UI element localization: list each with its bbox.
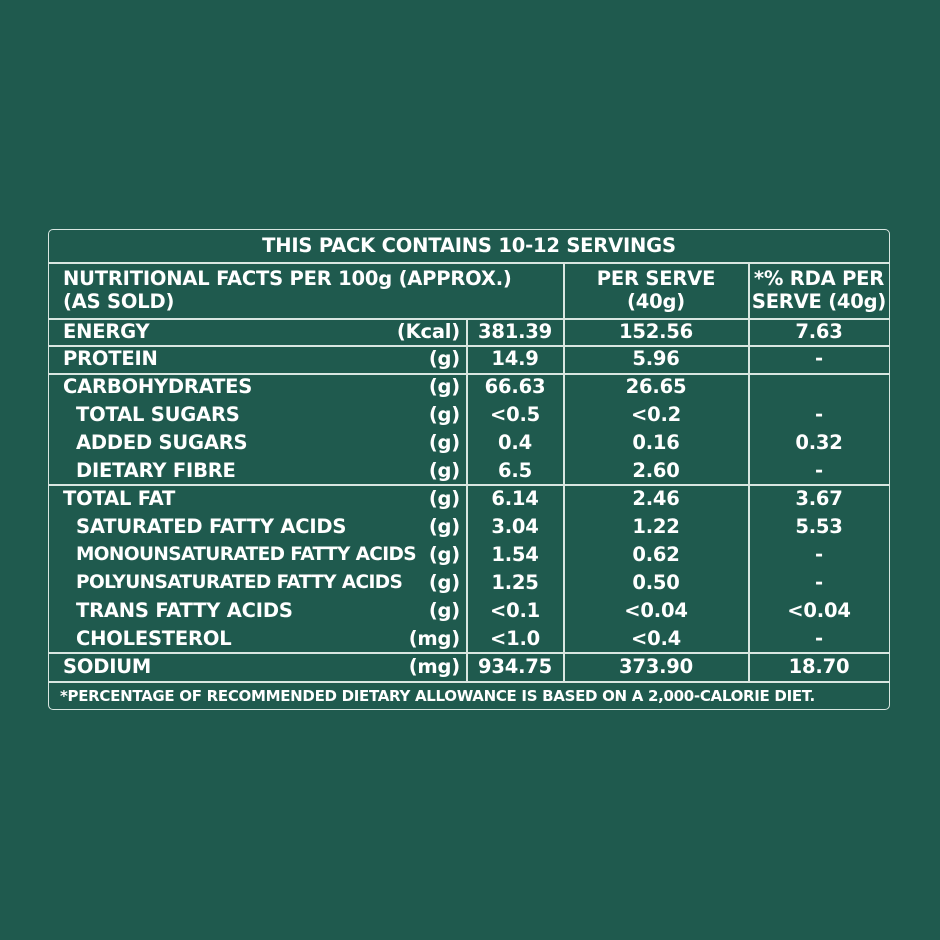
rule-under-cholesterol	[49, 652, 889, 654]
value-per-serve: 152.56	[618, 320, 694, 343]
header-rda-serve: SERVE (40g)	[751, 290, 887, 313]
value-per-100g: <0.5	[489, 403, 541, 426]
nutrient-unit: (g)	[428, 459, 460, 482]
value-rda: -	[815, 459, 823, 482]
nutrient-label: SODIUM	[63, 655, 152, 678]
nutrient-label: TOTAL SUGARS	[76, 403, 240, 426]
value-rda: -	[815, 543, 823, 566]
nutrient-unit: (g)	[428, 515, 460, 538]
value-per-serve: 2.60	[632, 459, 680, 482]
nutrient-unit: (g)	[428, 431, 460, 454]
header-per-serve-weight: (40g)	[627, 290, 685, 313]
value-rda: 7.63	[795, 320, 843, 343]
header-rda: *% RDA PER	[753, 267, 885, 290]
value-per-100g: 66.63	[484, 375, 546, 398]
rule-under-header	[49, 318, 889, 320]
value-per-serve: <0.04	[624, 599, 688, 622]
value-rda: 0.32	[795, 431, 843, 454]
nutrient-unit: (g)	[428, 403, 460, 426]
value-rda: -	[815, 571, 823, 594]
value-per-serve: <0.4	[630, 627, 682, 650]
nutrient-label: CARBOHYDRATES	[63, 375, 253, 398]
nutrient-unit: (g)	[428, 599, 460, 622]
value-rda: 3.67	[795, 487, 843, 510]
value-per-100g: 6.5	[498, 459, 532, 482]
value-per-100g: 381.39	[477, 320, 553, 343]
header-as-sold: (AS SOLD)	[63, 290, 175, 313]
value-rda: 5.53	[795, 515, 843, 538]
nutrient-unit: (g)	[428, 347, 460, 370]
value-per-100g: <0.1	[489, 599, 541, 622]
value-per-serve: 0.16	[632, 431, 680, 454]
nutrient-label: CHOLESTEROL	[76, 627, 232, 650]
nutrient-label: TOTAL FAT	[63, 487, 176, 510]
value-per-serve: <0.2	[630, 403, 682, 426]
value-per-serve: 0.62	[632, 543, 680, 566]
nutrient-unit: (g)	[428, 375, 460, 398]
value-per-100g: <1.0	[489, 627, 541, 650]
nutrient-label: ENERGY	[63, 320, 150, 343]
nutrient-unit: (Kcal)	[396, 320, 460, 343]
value-per-100g: 0.4	[498, 431, 532, 454]
nutrient-label: ADDED SUGARS	[76, 431, 248, 454]
value-rda: -	[815, 627, 823, 650]
nutrient-label: TRANS FATTY ACIDS	[76, 599, 293, 622]
header-nutritional-facts: NUTRITIONAL FACTS PER 100g (APPROX.)	[63, 267, 512, 290]
value-rda: -	[815, 403, 823, 426]
value-per-100g: 1.25	[491, 571, 539, 594]
nutrient-unit: (mg)	[408, 655, 460, 678]
value-per-serve: 5.96	[632, 347, 680, 370]
nutrient-label: MONOUNSATURATED FATTY ACIDS	[76, 544, 417, 565]
rule-under-sodium	[49, 681, 889, 683]
value-per-serve: 0.50	[632, 571, 680, 594]
value-per-serve: 26.65	[625, 375, 687, 398]
value-per-100g: 3.04	[491, 515, 539, 538]
value-per-serve: 2.46	[632, 487, 680, 510]
nutrient-unit: (g)	[428, 571, 460, 594]
header-per-serve: PER SERVE	[596, 267, 716, 290]
rule-under-fibre	[49, 484, 889, 486]
value-per-100g: 934.75	[477, 655, 553, 678]
value-per-serve: 373.90	[618, 655, 694, 678]
nutrient-unit: (mg)	[408, 627, 460, 650]
nutrient-label: POLYUNSATURATED FATTY ACIDS	[76, 572, 403, 593]
rule-under-energy	[49, 345, 889, 347]
nutrient-label: DIETARY FIBRE	[76, 459, 236, 482]
value-per-100g: 14.9	[491, 347, 539, 370]
value-per-serve: 1.22	[632, 515, 680, 538]
nutrient-unit: (g)	[428, 543, 460, 566]
value-per-100g: 1.54	[491, 543, 539, 566]
pack-servings-title: THIS PACK CONTAINS 10-12 SERVINGS	[262, 234, 676, 257]
value-per-100g: 6.14	[491, 487, 539, 510]
rule-under-title	[49, 262, 889, 264]
value-rda: <0.04	[787, 599, 851, 622]
value-rda: -	[815, 347, 823, 370]
nutrient-label: SATURATED FATTY ACIDS	[76, 515, 347, 538]
nutrient-unit: (g)	[428, 487, 460, 510]
rda-footnote: *PERCENTAGE OF RECOMMENDED DIETARY ALLOWANCE IS BASED ON A 2,000-CALORIE DIET.	[60, 687, 815, 705]
value-rda: 18.70	[788, 655, 850, 678]
nutrient-label: PROTEIN	[63, 347, 158, 370]
